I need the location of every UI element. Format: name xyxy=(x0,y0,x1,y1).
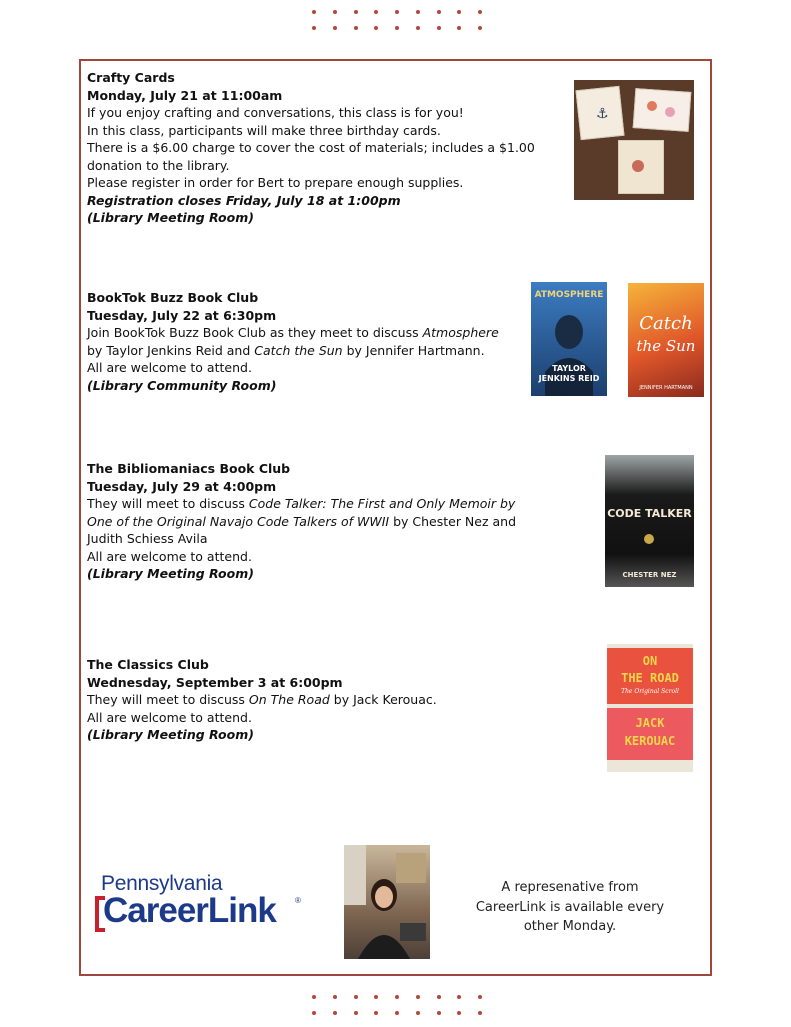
event-line: If you enjoy crafting and conversations, this class is for you! xyxy=(87,105,464,120)
careerlink-representative-photo xyxy=(344,845,430,959)
svg-text:⚓: ⚓ xyxy=(596,106,609,122)
careerlink-availability-text: A represenative from CareerLink is available every other Monday. xyxy=(475,880,665,934)
catch-the-sun-book-cover: Catch the Sun JENNIFER HARTMANN xyxy=(628,283,704,397)
event-line: Join BookTok Buzz Book Club as they meet to discuss Atmosphere xyxy=(87,325,499,340)
event-line: All are welcome to attend. xyxy=(87,360,252,375)
event-classics-club xyxy=(87,656,547,744)
event-line: They will meet to discuss Code Talker: The First and Only Memoir by xyxy=(87,496,516,511)
event-line: In this class, participants will make three birthday cards. xyxy=(87,122,441,138)
bottom-dots-decoration xyxy=(312,995,482,1027)
atmosphere-book-cover: ATMOSPHERE TAYLOR JENKINS REID xyxy=(531,282,607,396)
event-title: The Classics Club xyxy=(87,657,209,672)
on-the-road-book-cover: ON THE ROAD The Original Scroll JACK KEROUAC xyxy=(607,644,693,772)
code-talker-book-cover: CODE TALKER CHESTER NEZ xyxy=(605,455,694,587)
event-line: All are welcome to attend. xyxy=(87,709,252,725)
event-line: donation to the library. xyxy=(87,157,230,173)
event-location: (Library Community Room) xyxy=(87,377,277,393)
event-title: Crafty Cards xyxy=(87,70,175,85)
event-date: Wednesday, September 3 at 6:00pm xyxy=(87,674,343,690)
event-date: Monday, July 21 at 11:00am xyxy=(87,87,283,103)
top-dots-decoration xyxy=(312,10,482,42)
pa-careerlink-logo: Pennsylvania CareerLink ® xyxy=(95,872,310,936)
event-bibliomaniacs xyxy=(87,460,547,583)
event-location: (Library Meeting Room) xyxy=(87,210,254,225)
event-crafty-cards xyxy=(87,69,547,227)
event-date: Tuesday, July 29 at 4:00pm xyxy=(87,478,277,494)
event-line: They will meet to discuss On The Road by Jack Kerouac. xyxy=(87,692,437,707)
event-line: Judith Schiess Avila xyxy=(87,531,208,546)
event-line: One of the Original Navajo Code Talkers of WWII by Chester Nez and xyxy=(87,513,517,529)
crafty-cards-photo xyxy=(574,80,694,200)
event-location: (Library Meeting Room) xyxy=(87,566,254,581)
event-title: BookTok Buzz Book Club xyxy=(87,290,259,305)
event-location: (Library Meeting Room) xyxy=(87,727,254,742)
event-line: All are welcome to attend. xyxy=(87,548,252,564)
event-line: by Taylor Jenkins Reid and Catch the Sun by Jennifer Hartmann. xyxy=(87,342,485,358)
event-line: There is a $6.00 charge to cover the cost of materials; includes a $1.00 xyxy=(87,140,535,155)
event-date: Tuesday, July 22 at 6:30pm xyxy=(87,307,277,323)
event-booktok-buzz xyxy=(87,289,547,394)
event-line: Please register in order for Bert to prepare enough supplies. xyxy=(87,175,464,190)
registration-note: Registration closes Friday, July 18 at 1:00pm xyxy=(87,192,401,208)
event-title: The Bibliomaniacs Book Club xyxy=(87,461,291,476)
